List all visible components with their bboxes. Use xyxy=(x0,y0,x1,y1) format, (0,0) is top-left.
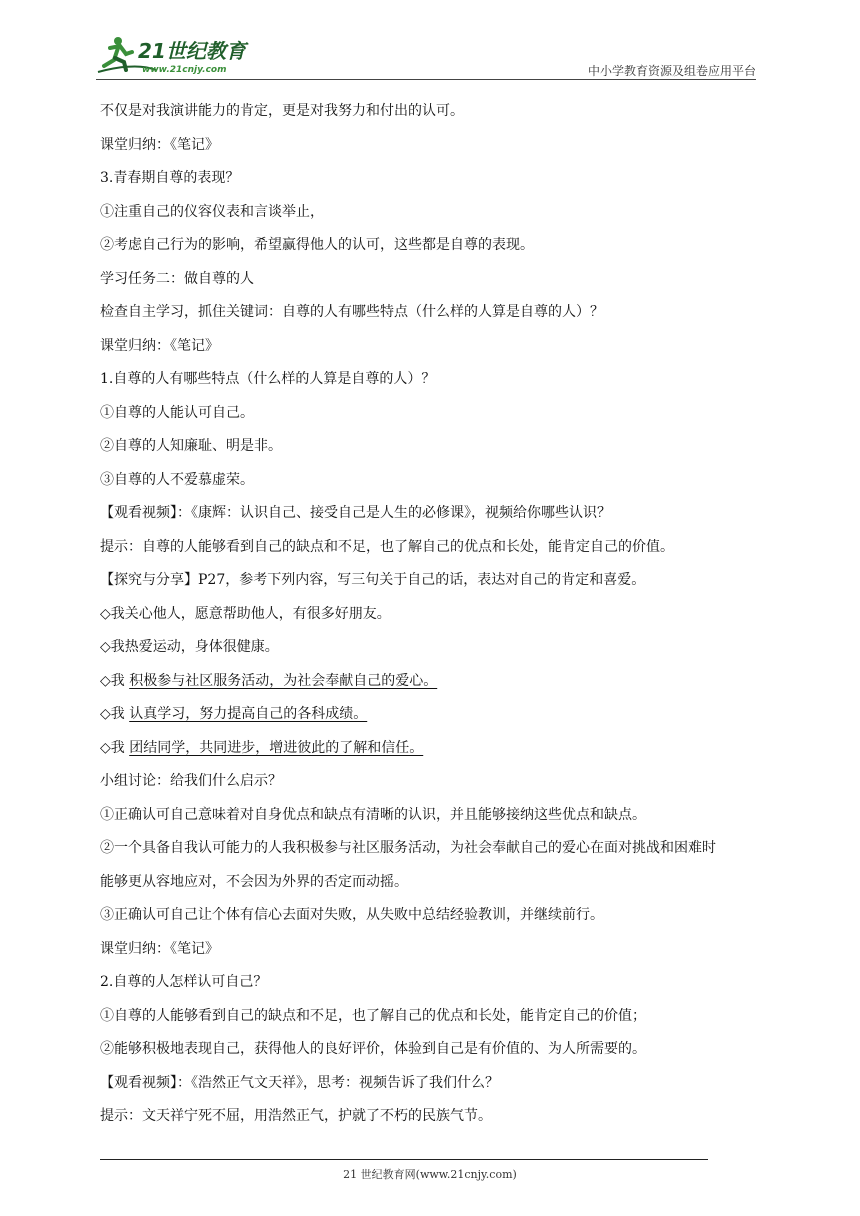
text-line: ①正确认可自己意味着对自身优点和缺点有清晰的认识，并且能够接纳这些优点和缺点。 xyxy=(100,806,646,823)
text-line: 1.自尊的人有哪些特点（什么样的人算是自尊的人）？ xyxy=(100,371,436,387)
text-line: 课堂归纳：《笔记》 xyxy=(100,940,219,957)
fill-answer: 积极参与社区服务活动，为社会奉献自己的爱心。 xyxy=(129,672,438,689)
document-body xyxy=(100,101,780,1140)
text-line: ①注重自己的仪容仪表和言谈举止， xyxy=(100,203,324,220)
text-line: ②一个具备自我认可能力的人我积极参与社区服务活动，为社会奉献自己的爱心在面对挑战和困难时 xyxy=(100,840,716,856)
text-line: ③正确认可自己让个体有信心去面对失败，从失败中总结经验教训，并继续前行。 xyxy=(100,907,604,923)
text-line: 【观看视频】：《浩然正气文天祥》，思考：视频告诉了我们什么？ xyxy=(100,1074,499,1091)
text-line: ③自尊的人不爱慕虚荣。 xyxy=(100,471,254,488)
fill-in-line xyxy=(100,738,780,758)
text-line: 课堂归纳：《笔记》 xyxy=(100,337,219,354)
text-line: 小组讨论：给我们什么启示？ xyxy=(100,773,282,789)
text-line: 不仅是对我演讲能力的肯定，更是对我努力和付出的认可。 xyxy=(100,103,464,119)
text-line: ◇我热爱运动，身体很健康。 xyxy=(100,639,279,655)
fill-prefix: ◇我 xyxy=(100,706,130,722)
text-line: 2.自尊的人怎样认可自己？ xyxy=(100,974,268,990)
fill-answer: 认真学习，努力提高自己的各科成绩。 xyxy=(129,706,368,722)
svg-text:21世纪教育: 21世纪教育 xyxy=(138,39,246,63)
svg-text:www.21cnjy.com: www.21cnjy.com xyxy=(142,65,227,75)
text-line: 检查自主学习，抓住关键词：自尊的人有哪些特点（什么样的人算是自尊的人）？ xyxy=(100,304,604,320)
header-divider xyxy=(96,79,756,80)
logo-21cnjy xyxy=(96,32,266,76)
text-line: 3.青春期自尊的表现？ xyxy=(100,170,240,186)
footer-divider xyxy=(100,1159,708,1160)
fill-answer: 团结同学，共同进步，增进彼此的了解和信任。 xyxy=(129,739,424,756)
text-line: 学习任务二：做自尊的人 xyxy=(100,270,254,287)
text-line: ②自尊的人知廉耻、明是非。 xyxy=(100,438,282,454)
text-line: 【探究与分享】P27，参考下列内容，写三句关于自己的话，表达对自己的肯定和喜爱。 xyxy=(100,572,646,588)
text-line: ②考虑自己行为的影响，希望赢得他人的认可，这些都是自尊的表现。 xyxy=(100,237,534,253)
text-line: ②能够积极地表现自己，获得他人的良好评价，体验到自己是有价值的、为人所需要的。 xyxy=(100,1041,646,1057)
text-line: ①自尊的人能认可自己。 xyxy=(100,404,254,421)
text-line: 课堂归纳：《笔记》 xyxy=(100,136,219,153)
fill-in-line xyxy=(100,671,780,691)
fill-in-line xyxy=(100,704,780,724)
text-line: 提示：自尊的人能够看到自己的缺点和不足，也了解自己的优点和长处，能肯定自己的价值。 xyxy=(100,538,674,555)
text-line: 【观看视频】：《康辉：认识自己、接受自己是人生的必修课》，视频给你哪些认识？ xyxy=(100,505,611,521)
text-line: 提示：文天祥宁死不屈，用浩然正气，护就了不朽的民族气节。 xyxy=(100,1108,492,1124)
page-footer: 21 世纪教育网(www.21cnjy.com) xyxy=(343,1168,517,1181)
text-line: 能够更从容地应对，不会因为外界的否定而动摇。 xyxy=(100,873,408,890)
text-line: ①自尊的人能够看到自己的缺点和不足，也了解自己的优点和长处，能肯定自己的价值； xyxy=(100,1007,646,1024)
fill-prefix: ◇我 xyxy=(100,672,130,689)
platform-name: 中小学教育资源及组卷应用平台 xyxy=(587,64,756,78)
text-line: ◇我关心他人，愿意帮助他人，有很多好朋友。 xyxy=(100,605,391,622)
page-header xyxy=(96,28,756,80)
fill-prefix: ◇我 xyxy=(100,739,130,756)
